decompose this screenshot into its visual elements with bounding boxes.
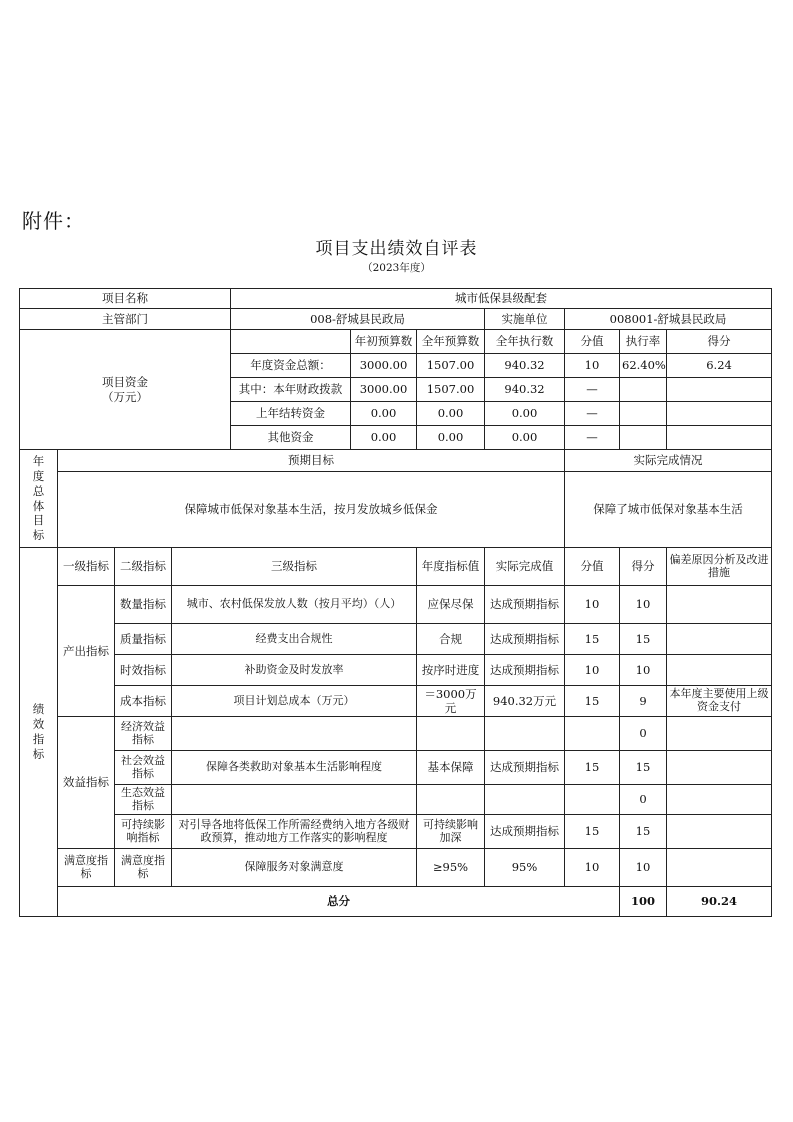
value-cell: 15: [565, 624, 620, 655]
indicator-row: [20, 785, 772, 815]
level2-cell: 质量指标: [115, 624, 172, 655]
score-cell: 9: [620, 686, 667, 717]
header-level2: 二级指标: [115, 548, 172, 586]
project-name-row: [20, 289, 772, 309]
funds-row-name: 其他资金: [231, 426, 351, 450]
funds-row-name: 其中：本年财政拨款: [231, 378, 351, 402]
level1-output: 产出指标: [58, 586, 115, 717]
attachment-label: 附件：: [22, 209, 85, 233]
funds-row-executed: 940.32: [485, 378, 565, 402]
level3-cell: 保障服务对象满意度: [172, 849, 417, 887]
note-cell: [667, 586, 772, 624]
target-cell: 基本保障: [417, 751, 485, 785]
target-cell: 应保尽保: [417, 586, 485, 624]
funds-row-annual: 0.00: [417, 402, 485, 426]
funds-row-executed: 0.00: [485, 426, 565, 450]
level3-cell: 补助资金及时发放率: [172, 655, 417, 686]
project-name-label: 项目名称: [20, 289, 231, 309]
funds-row-initial: 0.00: [351, 402, 417, 426]
score-cell: 10: [620, 655, 667, 686]
target-cell: ＝3000万元: [417, 686, 485, 717]
funds-row-score-value: —: [565, 426, 620, 450]
score-cell: 10: [620, 586, 667, 624]
funds-row-annual: 0.00: [417, 426, 485, 450]
project-name-value: 城市低保县级配套: [231, 289, 772, 309]
expected-goal-text: 保障城市低保对象基本生活，按月发放城乡低保金: [58, 472, 565, 548]
funds-row-annual: 1507.00: [417, 378, 485, 402]
funds-header-row: [20, 330, 772, 354]
actual-cell: 达成预期指标: [485, 815, 565, 849]
funds-row-executed: 0.00: [485, 402, 565, 426]
funds-row-rate: 62.40%: [620, 354, 667, 378]
note-cell: [667, 815, 772, 849]
actual-cell: 达成预期指标: [485, 586, 565, 624]
funds-header-rate: 执行率: [620, 330, 667, 354]
indicator-row: [20, 686, 772, 717]
performance-header-row: [20, 548, 772, 586]
funds-header-initial: 年初预算数: [351, 330, 417, 354]
header-target: 年度指标值: [417, 548, 485, 586]
department-value: 008-舒城县民政局: [231, 309, 485, 330]
page-title: 项目支出绩效自评表: [315, 239, 478, 259]
actual-completion-text: 保障了城市低保对象基本生活: [565, 472, 772, 548]
goals-content-row: [20, 472, 772, 548]
level2-cell: 成本指标: [115, 686, 172, 717]
target-cell: [417, 785, 485, 815]
goals-header-row: [20, 450, 772, 472]
indicator-row: [20, 751, 772, 785]
total-score: 90.24: [667, 887, 772, 917]
value-cell: 15: [565, 815, 620, 849]
header-score: 得分: [620, 548, 667, 586]
self-evaluation-table: [19, 288, 772, 917]
header-note: 偏差原因分析及改进措施: [667, 548, 772, 586]
note-cell: [667, 785, 772, 815]
level2-cell: 可持续影 响指标: [115, 815, 172, 849]
level3-cell: 城市、农村低保发放人数（按月平均）（人）: [172, 586, 417, 624]
level2-cell: 时效指标: [115, 655, 172, 686]
note-cell: 本年度主要使用上级资金支付: [667, 686, 772, 717]
actual-cell: 达成预期指标: [485, 655, 565, 686]
value-cell: 10: [565, 586, 620, 624]
funds-row-rate: [620, 402, 667, 426]
funds-row-score: [667, 426, 772, 450]
funds-header-annual: 全年预算数: [417, 330, 485, 354]
funds-row-score: 6.24: [667, 354, 772, 378]
level1-benefit: 效益指标: [58, 717, 115, 849]
level2-cell: 经济效益 指标: [115, 717, 172, 751]
level3-cell: [172, 785, 417, 815]
value-cell: 15: [565, 751, 620, 785]
value-cell: [565, 717, 620, 751]
actual-cell: [485, 717, 565, 751]
value-cell: 10: [565, 849, 620, 887]
expected-goal-label: 预期目标: [58, 450, 565, 472]
funds-label: 项目资金 （万元）: [20, 330, 231, 450]
funds-row-score-value: —: [565, 402, 620, 426]
total-value: 100: [620, 887, 667, 917]
target-cell: 可持续影响 加深: [417, 815, 485, 849]
actual-completion-label: 实际完成情况: [565, 450, 772, 472]
funds-header-score-value: 分值: [565, 330, 620, 354]
level2-cell: 社会效益 指标: [115, 751, 172, 785]
target-cell: [417, 717, 485, 751]
level3-cell: 保障各类救助对象基本生活影响程度: [172, 751, 417, 785]
level2-cell: 数量指标: [115, 586, 172, 624]
funds-header-score: 得分: [667, 330, 772, 354]
funds-row-executed: 940.32: [485, 354, 565, 378]
funds-row-score-value: 10: [565, 354, 620, 378]
score-cell: 10: [620, 849, 667, 887]
indicator-row: [20, 717, 772, 751]
note-cell: [667, 624, 772, 655]
funds-row-initial: 0.00: [351, 426, 417, 450]
header-level1: 一级指标: [58, 548, 115, 586]
score-cell: 15: [620, 815, 667, 849]
value-cell: 15: [565, 686, 620, 717]
actual-cell: 达成预期指标: [485, 624, 565, 655]
funds-header-blank: [231, 330, 351, 354]
indicator-row: [20, 849, 772, 887]
total-row: [20, 887, 772, 917]
score-cell: 0: [620, 717, 667, 751]
score-cell: 15: [620, 751, 667, 785]
score-cell: 15: [620, 624, 667, 655]
level3-cell: [172, 717, 417, 751]
header-actual: 实际完成值: [485, 548, 565, 586]
funds-row-score: [667, 402, 772, 426]
level3-cell: 对引导各地将低保工作所需经费纳入地方各级财政预算，推动地方工作落实的影响程度: [172, 815, 417, 849]
target-cell: 按序时进度: [417, 655, 485, 686]
target-cell: ≥95%: [417, 849, 485, 887]
header-value: 分值: [565, 548, 620, 586]
note-cell: [667, 751, 772, 785]
indicator-row: [20, 815, 772, 849]
indicator-row: [20, 655, 772, 686]
funds-row-score-value: —: [565, 378, 620, 402]
level3-cell: 经费支出合规性: [172, 624, 417, 655]
funds-row-name: 上年结转资金: [231, 402, 351, 426]
value-cell: 10: [565, 655, 620, 686]
funds-row-score: [667, 378, 772, 402]
level3-cell: 项目计划总成本（万元）: [172, 686, 417, 717]
level2-cell: 生态效益 指标: [115, 785, 172, 815]
unit-label: 实施单位: [485, 309, 565, 330]
department-row: [20, 309, 772, 330]
level1-satisfaction: 满意度指 标: [58, 849, 115, 887]
department-label: 主管部门: [20, 309, 231, 330]
report-year: （2023年度）: [362, 262, 431, 274]
header-level3: 三级指标: [172, 548, 417, 586]
funds-row-initial: 3000.00: [351, 354, 417, 378]
total-label: 总分: [58, 887, 620, 917]
funds-row-annual: 1507.00: [417, 354, 485, 378]
funds-row-rate: [620, 426, 667, 450]
note-cell: [667, 849, 772, 887]
performance-indicators-label: 绩 效 指 标: [20, 548, 58, 917]
actual-cell: 95%: [485, 849, 565, 887]
funds-row-name: 年度资金总额：: [231, 354, 351, 378]
note-cell: [667, 655, 772, 686]
indicator-row: [20, 624, 772, 655]
target-cell: 合规: [417, 624, 485, 655]
score-cell: 0: [620, 785, 667, 815]
funds-row-initial: 3000.00: [351, 378, 417, 402]
actual-cell: 达成预期指标: [485, 751, 565, 785]
indicator-row: [20, 586, 772, 624]
funds-row-rate: [620, 378, 667, 402]
level2-cell: 满意度指 标: [115, 849, 172, 887]
actual-cell: 940.32万元: [485, 686, 565, 717]
value-cell: [565, 785, 620, 815]
unit-value: 008001-舒城县民政局: [565, 309, 772, 330]
note-cell: [667, 717, 772, 751]
annual-goals-label: 年 度 总 体 目 标: [20, 450, 58, 548]
actual-cell: [485, 785, 565, 815]
funds-header-executed: 全年执行数: [485, 330, 565, 354]
